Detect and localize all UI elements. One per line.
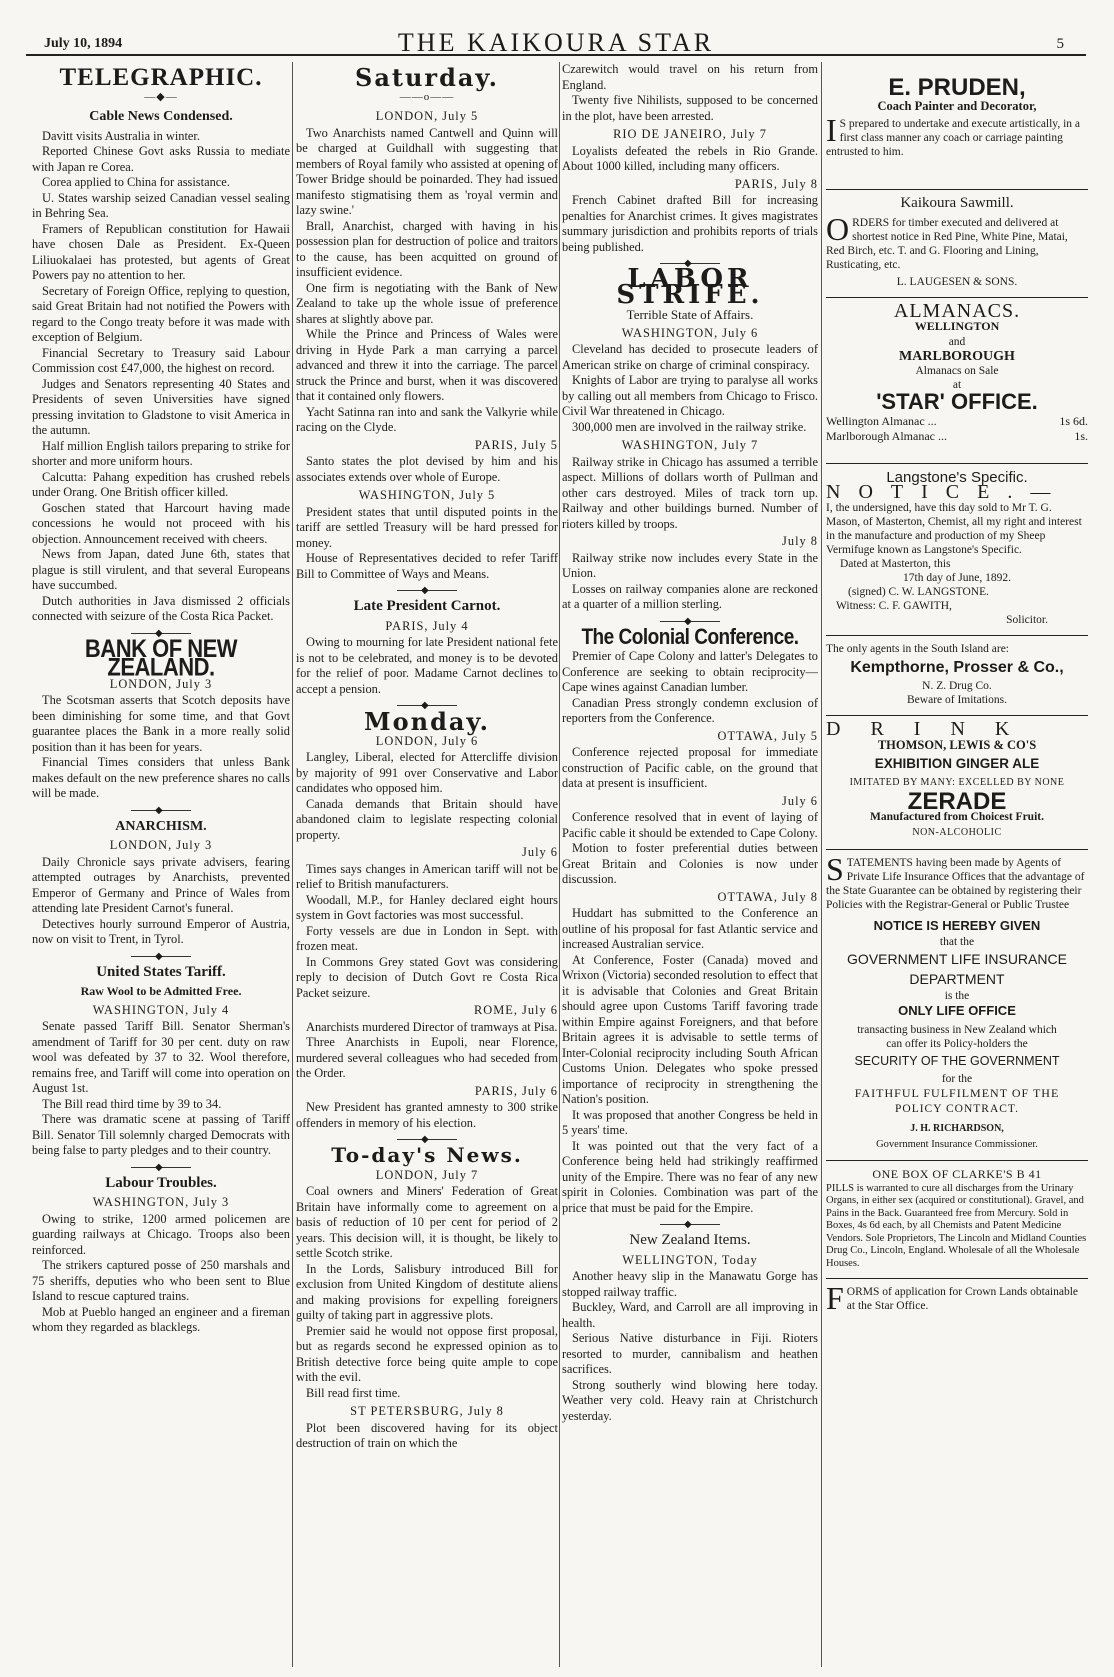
government-insurance-ad bbox=[826, 849, 1088, 1153]
policy-contract: POLICY CONTRACT. bbox=[895, 1102, 1019, 1115]
ginger-ale: EXHIBITION GINGER ALE bbox=[874, 756, 1040, 771]
issue-date: July 10, 1894 bbox=[44, 36, 123, 51]
dateline: WASHINGTON, July 3 bbox=[92, 1195, 230, 1209]
news-item: Buckley, Ward, and Carroll are all improving in health. bbox=[562, 1300, 818, 1330]
news-item: Huddart has submitted to the Conference an outline of his proposal for fast Atlantic service and increased Australian service. bbox=[562, 906, 818, 951]
agents-text: The only agents in the South Island are: bbox=[826, 642, 1010, 655]
anarchism-heading: ANARCHISM. bbox=[115, 818, 207, 834]
nz-drug-co: N. Z. Drug Co. bbox=[922, 680, 992, 692]
drink-word: DRINK bbox=[826, 718, 1040, 740]
news-item: Detectives hourly surround Emperor of Austria, now on visit to Trent, in Tyrol. bbox=[32, 916, 290, 946]
labour-heading: Labour Troubles. bbox=[105, 1174, 217, 1191]
star-office: 'STAR' OFFICE. bbox=[876, 389, 1038, 414]
cable-news bbox=[32, 129, 290, 625]
news-item: Framers of Republican constitution for Hawaii have chosen Dale as President. Ex-Queen Liliuokalaei has protested, but agents of Great Powers pay no attention to her. bbox=[32, 221, 290, 282]
news-item: Owing to strike, 1200 armed policemen are guarding railways at Chicago. Troops also been reinforced. bbox=[32, 1211, 290, 1257]
news-item: Senate passed Tariff Bill. Senator Sherman's amendment of Tariff for 30 per cent. duty on raw wool was defeated by 37 to 32. Wool therefore, remains free, and Tariff will come into operation on August 1st. bbox=[32, 1019, 290, 1095]
nz-items-heading: New Zealand Items. bbox=[629, 1232, 751, 1248]
almanacs-sale: Almanacs on Sale bbox=[915, 365, 999, 377]
news-item: Railway strike in Chicago has assumed a terrible aspect. Millions of dollars worth of Pullman and other cars destroyed. Miles of track torn up. Railway and other buildings burned. Number of rioters killed by troops. bbox=[562, 454, 818, 531]
security-line: SECURITY OF THE GOVERNMENT bbox=[854, 1053, 1060, 1068]
news-item: Reported Chinese Govt asks Russia to mediate with Japan re Corea. bbox=[32, 144, 290, 174]
news-item: Brall, Anarchist, charged with having in his possession plan for destruction of police and traitors to the cause, has been acquitted on ground of insufficient evidence. bbox=[296, 218, 558, 279]
imitated-line: IMITATED BY MANY: EXCELLED BY NONE bbox=[849, 776, 1065, 788]
sawmill-ad bbox=[826, 189, 1088, 289]
news-item: The Scotsman asserts that Scotch deposits have been diminishing for some time, and that Govt guarantee places the Bank in a more really solid position than it has been for years. bbox=[32, 693, 290, 754]
thomson-lewis: THOMSON, LEWIS & CO'S bbox=[877, 737, 1037, 752]
news-item: News from Japan, dated June 6th, states that plague is still virulent, and that several Europeans have succumbed. bbox=[32, 547, 290, 592]
cable-heading: Cable News Condensed. bbox=[89, 109, 233, 124]
news-item: Knights of Labor are trying to paralyse all works by calling out all members from Chicago to Frisco. Civil War threatened in Chicago. bbox=[562, 373, 818, 418]
news-item: House of Representatives decided to refer Tariff Bill to Committee of Ways and Means. bbox=[296, 551, 558, 581]
news-item: Strong southerly wind blowing here today. Weather very cold. Heavy rain at Christchurch yesterday. bbox=[562, 1377, 818, 1423]
column-rule bbox=[821, 62, 822, 1667]
dateline: OTTAWA, July 8 bbox=[717, 889, 818, 904]
price-label: Wellington Almanac ... bbox=[826, 413, 937, 428]
dateline: PARIS, July 5 bbox=[474, 437, 558, 452]
news-item: Financial Times considers that unless Bank makes default on the new preference shares no calls will be made. bbox=[32, 755, 290, 800]
news-item: Cleveland has decided to prosecute leaders of American strike on charge of criminal conspiracy. bbox=[562, 342, 818, 372]
zerade-subtitle: Manufactured from Choicest Fruit. bbox=[870, 810, 1044, 823]
news-item: Conference resolved that in event of laying of Pacific cable it should be extended to Cape Colony. bbox=[562, 810, 818, 840]
colonial-conference-heading: The Colonial Conference. bbox=[581, 624, 799, 650]
dateline: ROME, July 6 bbox=[474, 1003, 558, 1017]
government-life-department: GOVERNMENT LIFE INSURANCE DEPARTMENT bbox=[847, 951, 1067, 987]
tariff-subheading: Raw Wool to be Admitted Free. bbox=[80, 984, 242, 998]
agents-ad bbox=[826, 635, 1088, 708]
langstone-witness: Witness: C. F. GAWITH, bbox=[836, 599, 952, 612]
almanacs-at: at bbox=[952, 379, 962, 391]
news-item: While the Prince and Princess of Wales were driving in Hyde Park a man carrying a parcel advanced and threw it into the carriage. The parcel struck the Prince and burst, when it was discovered that it contained only flowers. bbox=[296, 327, 558, 403]
news-item: Conference rejected proposal for immediate construction of Pacific cable, on the ground that data at present is insufficient. bbox=[562, 745, 818, 790]
news-item: Judges and Senators representing 40 States and Presidents of seven Universities have signed pressing invitation to Gladstone to visit America in the autumn. bbox=[32, 376, 290, 437]
column-1 bbox=[32, 62, 290, 1667]
dateline: PARIS, July 6 bbox=[474, 1083, 558, 1098]
news-item: Yacht Satinna ran into and sank the Valkyrie while racing on the Clyde. bbox=[296, 404, 558, 434]
almanacs-and: and bbox=[948, 335, 966, 348]
price-line bbox=[826, 429, 1088, 445]
column-rule bbox=[292, 62, 293, 1667]
dateline: RIO DE JANEIRO, July 7 bbox=[613, 127, 767, 141]
separator bbox=[131, 1167, 191, 1168]
forms-text: FORMS of application for Crown Lands obtainable at the Star Office. bbox=[826, 1280, 1079, 1316]
labor-strife-heading: LABOR STRIFE. bbox=[616, 264, 764, 310]
pruden-text: IS prepared to undertake and execute artistically, in a first class manner any coach or carriage painting entrusted to him. bbox=[826, 112, 1080, 158]
that-the: that the bbox=[939, 936, 975, 948]
zerade-nonalcoholic: NON-ALCOHOLIC bbox=[912, 827, 1002, 838]
separator bbox=[660, 263, 720, 264]
news-item: Dutch authorities in Java dismissed 2 officials connected with seizure of the Costa Rica Packet. bbox=[32, 593, 290, 623]
news-item: Financial Secretary to Treasury said Labour Commission cost £47,000, the highest on record. bbox=[32, 345, 290, 375]
separator bbox=[397, 590, 457, 591]
notice-given: NOTICE IS HEREBY GIVEN bbox=[873, 917, 1041, 933]
is-the: is the bbox=[944, 990, 970, 1002]
news-item: Another heavy slip in the Manawatu Gorge has stopped railway traffic. bbox=[562, 1269, 818, 1299]
news-item: New President has granted amnesty to 300 strike offenders in memory of his election. bbox=[296, 1100, 558, 1130]
news-item: At Conference, Foster (Canada) moved and Wrixon (Victoria) seconded resolution to effect that it is advisable that Colonies and Great Britain should agree upon Customs Tariff favoring trade within Empire against Foreigners, and that before Britain agrees it is advisable to settle terms of Inter-Colonial reciprocity including South African Customs Union. Delegates who spoke pressed importance of reciprocity in strengthening the Nation's position. bbox=[562, 952, 818, 1106]
news-item: Coal owners and Miners' Federation of Great Britain have informally come to agreement on a basis of reduction of 10 per cent for period of 2 years. This decision will, it is thought, be likely to settle Scotch strike. bbox=[296, 1184, 558, 1260]
can-offer-line: can offer its Policy-holders the bbox=[886, 1037, 1028, 1050]
dateline: July 8 bbox=[782, 534, 818, 548]
dateline: PARIS, July 4 bbox=[385, 618, 469, 633]
newspaper-title: THE KAIKOURA STAR bbox=[397, 28, 715, 57]
kempthorne-name: Kempthorne, Prosser & Co., bbox=[850, 658, 1064, 676]
telegraphic-heading: TELEGRAPHIC. bbox=[59, 64, 263, 91]
almanacs-marlborough: MARLBOROUGH bbox=[899, 348, 1015, 364]
news-item: Santo states the plot devised by him and his associates extends over whole of Europe. bbox=[296, 454, 558, 484]
news-item: It was proposed that another Congress be held in 5 years' time. bbox=[562, 1107, 818, 1137]
news-item: Loyalists defeated the rebels in Rio Grande. About 1000 killed, including many officers. bbox=[562, 143, 818, 173]
news-item: In the Lords, Salisbury introduced Bill for exclusion from United Kingdom of destitute aliens and making provisions for expelling foreigners guilty of taking part in aggressive plots. bbox=[296, 1261, 558, 1322]
strife-subheading: Terrible State of Affairs. bbox=[626, 307, 754, 322]
news-item: Premier of Cape Colony and latter's Delegates to Conference are seeking to obtain reciprocity—Cape wines against Canadian lumber. bbox=[562, 649, 818, 694]
news-item: Plot been discovered having for its object destruction of train on which the bbox=[296, 1420, 558, 1450]
news-item: It was pointed out that the very fact of a Conference being held had strikingly reaffirmed unity of the Empire. There was no fear of any new spirit in Colonies. Combination was part of the price that must be paid for the Empire. bbox=[562, 1138, 818, 1215]
dateline: LONDON, July 5 bbox=[375, 109, 479, 123]
dateline: July 6 bbox=[782, 793, 818, 808]
column-2 bbox=[296, 62, 558, 1667]
bank-heading: BANK OF NEW ZEALAND. bbox=[84, 633, 238, 680]
for-the: for the bbox=[941, 1073, 973, 1085]
dateline: LONDON, July 3 bbox=[109, 838, 213, 852]
todays-news-heading: To-day's News. bbox=[331, 1143, 523, 1167]
news-item: Anarchists murdered Director of tramways at Pisa. bbox=[306, 1019, 558, 1034]
tariff-heading: United States Tariff. bbox=[96, 963, 226, 980]
monday-heading: Monday. bbox=[364, 707, 490, 736]
sawmill-heading: Kaikoura Sawmill. bbox=[900, 195, 1014, 211]
carnot-heading: Late President Carnot. bbox=[353, 598, 501, 614]
separator bbox=[397, 1139, 457, 1140]
price-value: 1s 6d. bbox=[1059, 413, 1088, 428]
price-label: Marlborough Almanac ... bbox=[826, 429, 947, 443]
column-3 bbox=[562, 62, 818, 1667]
news-item: Davitt visits Australia in winter. bbox=[42, 128, 200, 143]
dateline: ST PETERSBURG, July 8 bbox=[350, 1404, 504, 1418]
dateline: WASHINGTON, July 4 bbox=[92, 1002, 230, 1017]
news-item: There was dramatic scene at passing of Tariff Bill. Senator Till solemnly charged Democrats with being false to party pledges and to their country. bbox=[32, 1112, 290, 1157]
news-item: Corea applied to China for assistance. bbox=[42, 175, 230, 189]
richardson-name: J. H. RICHARDSON, bbox=[910, 1123, 1004, 1134]
column-rule bbox=[559, 62, 560, 1667]
dateline: LONDON, July 7 bbox=[375, 1167, 479, 1182]
statements-text: STATEMENTS having been made by Agents of Private Life Insurance Offices that the advantage of the State Guarantee can be obtained by registering their Policies with the Registrar-General or Public Trustee bbox=[826, 850, 1085, 911]
news-item: Canadian Press strongly condemn exclusion of reporters from the Conference. bbox=[562, 695, 818, 725]
separator bbox=[131, 956, 191, 957]
news-item: One firm is negotiating with the Bank of New Zealand to take up the whole issue of preference shares at slightly above par. bbox=[296, 280, 558, 326]
dateline: WASHINGTON, July 5 bbox=[358, 488, 496, 502]
news-item: Calcutta: Pahang expedition has crushed rebels under Orang. One British officer killed. bbox=[32, 469, 290, 499]
almanacs-wellington: WELLINGTON bbox=[914, 319, 1000, 333]
sawmill-text: ORDERS for timber executed and delivered at shortest notice in Red Pine, White Pine, Matai, Red Birch, etc. T. and G. Flooring and Lining, Rusticating, etc. bbox=[826, 210, 1068, 271]
langstone-heading: Langstone's Specific. bbox=[886, 468, 1028, 486]
news-item: U. States warship seized Canadian vessel sealing in Behring Sea. bbox=[32, 190, 290, 220]
pruden-name: E. PRUDEN, bbox=[888, 74, 1026, 101]
page-number: 5 bbox=[1056, 36, 1064, 52]
dateline: July 6 bbox=[522, 845, 558, 859]
pruden-ad bbox=[826, 74, 1088, 159]
news-item: Three Anarchists in Eupoli, near Florence, murdered several colleagues who had seceded from the Order. bbox=[296, 1035, 558, 1080]
news-item: 300,000 men are involved in the railway strike. bbox=[572, 419, 807, 434]
clarkes-pills-ad bbox=[826, 1160, 1088, 1270]
langstone-ad bbox=[826, 463, 1088, 627]
news-item: Goschen stated that Harcourt having made concessions he would not proceed with his objection. Announcement received with cheers. bbox=[32, 500, 290, 546]
separator bbox=[660, 1224, 720, 1225]
news-item: Twenty five Nihilists, supposed to be concerned in the plot, have been arrested. bbox=[562, 93, 818, 123]
ornament: —◆— bbox=[144, 90, 178, 103]
only-life-office: ONLY LIFE OFFICE bbox=[898, 1003, 1016, 1018]
dateline: OTTAWA, July 5 bbox=[717, 728, 818, 743]
column-4-advertisements bbox=[826, 62, 1088, 1667]
dateline: LONDON, July 6 bbox=[375, 733, 479, 748]
pruden-title: Coach Painter and Decorator, bbox=[877, 98, 1037, 113]
zerade-name: ZERADE bbox=[907, 788, 1007, 815]
news-item: Premier said he would not oppose first proposal, but as regards second he expressed opinion as to British detective force being quite ample to cope with the evil. bbox=[296, 1323, 558, 1384]
news-item: Times says changes in American tariff will not be relief to British manufacturers. bbox=[296, 861, 558, 891]
clarke-heading: ONE BOX OF CLARKE'S B 41 bbox=[872, 1167, 1042, 1181]
news-item: Losses on railway companies alone are reckoned at a quarter of a million sterling. bbox=[562, 581, 818, 611]
dateline: WELLINGTON, Today bbox=[622, 1252, 758, 1267]
news-item: President states that until disputed points in the tariff are settled Treasury will be hard pressed for money. bbox=[296, 504, 558, 550]
news-item: Mob at Pueblo hanged an engineer and a fireman whom they regarded as blacklegs. bbox=[32, 1304, 290, 1334]
langstone-solicitor: Solicitor. bbox=[1006, 613, 1048, 626]
news-item: Motion to foster preferential duties between Great Britain and Colonies is now under discussion. bbox=[562, 841, 818, 886]
saturday-heading: Saturday. bbox=[355, 63, 499, 92]
masthead bbox=[26, 10, 1086, 56]
almanacs-heading: ALMANACS. bbox=[893, 299, 1021, 322]
almanacs-ad bbox=[826, 297, 1088, 445]
news-item: Half million English tailors preparing to strike for shorter and more uniform hours. bbox=[32, 438, 290, 468]
faithful-line: FAITHFUL FULFILMENT OF THE bbox=[854, 1086, 1060, 1100]
langstone-dated: Dated at Masterton, this bbox=[840, 557, 951, 570]
news-item: Bill read first time. bbox=[306, 1385, 401, 1400]
news-item: Woodall, M.P., for Hanley declared eight hours system in Govt factories was most successful. bbox=[296, 892, 558, 922]
news-item: The strikers captured posse of 250 marshals and 75 sheriffs, deputies who who been sent to Blue Island to rescue captured trains. bbox=[32, 1258, 290, 1303]
news-item: Czarewitch would travel on his return from England. bbox=[562, 62, 818, 92]
beware-imitations: Beware of Imitations. bbox=[907, 694, 1007, 706]
news-item: Owing to mourning for late President national fete is not to be celebrated, and money is to be devoted for the relief of poor. Madame Carnot declines to accept a pension. bbox=[296, 635, 558, 696]
dateline: LONDON, July 3 bbox=[109, 676, 213, 691]
news-item: In Commons Grey stated Govt was considering reply to decision of Dutch Govt re Costa Rica Packet seizure. bbox=[296, 954, 558, 1000]
sawmill-signature: L. LAUGESEN & SONS. bbox=[896, 275, 1018, 288]
news-item: Daily Chronicle says private advisers, fearing attempted outrages by Anarchists, prevented Emperor of Germany and Prince of Wales from attending late President Carnot's funeral. bbox=[32, 854, 290, 915]
price-value: 1s. bbox=[1074, 429, 1088, 443]
news-item: Langley, Liberal, elected for Attercliffe division by majority of 991 over Conservative and Labor candidates who opposed him. bbox=[296, 750, 558, 795]
separator bbox=[397, 705, 457, 706]
ginger-ale-ad bbox=[826, 715, 1088, 841]
notice-word: NOTICE.— bbox=[826, 481, 1069, 503]
news-item: Railway strike now includes every State in the Union. bbox=[562, 550, 818, 580]
transacting-line: transacting business in New Zealand which bbox=[857, 1023, 1057, 1036]
price-line bbox=[826, 414, 1088, 430]
separator bbox=[131, 810, 191, 811]
dateline: PARIS, July 8 bbox=[734, 176, 818, 191]
langstone-text: I, the undersigned, have this day sold to Mr T. G. Mason, of Masterton, Chemist, all my right and interest in the manufacture and production of my Sheep Vermifuge known as Langstone's Specific. bbox=[826, 501, 1082, 556]
ornament: ——o—— bbox=[399, 90, 455, 103]
news-item: French Cabinet drafted Bill for increasing penalties for Anarchist crimes. It gives magistrates summary jurisdiction and prohibits reports of trials being published. bbox=[562, 193, 818, 254]
langstone-signed: (signed) C. W. LANGSTONE. bbox=[848, 585, 989, 598]
dateline: WASHINGTON, July 6 bbox=[621, 325, 759, 340]
news-item: Canada demands that Britain should have abandoned claim to legislate respecting colonial property. bbox=[296, 796, 558, 842]
commissioner-title: Government Insurance Commissioner. bbox=[876, 1138, 1038, 1150]
crown-lands-forms-ad bbox=[826, 1278, 1088, 1316]
news-item: Serious Native disturbance in Fiji. Rioters resorted to murder, cannibalism and heathen sacrifices. bbox=[562, 1331, 818, 1376]
separator bbox=[660, 621, 720, 622]
langstone-date: 17th day of June, 1892. bbox=[903, 571, 1011, 584]
news-item: Forty vessels are due in London in Sept. with frozen meat. bbox=[296, 923, 558, 953]
news-item: Secretary of Foreign Office, replying to question, said Great Britain had not notified the Powers with regard to the Congo treaty before it was made with exception of Belgium. bbox=[32, 283, 290, 344]
clarke-text: PILLS is warranted to cure all discharges from the Urinary Organs, in either sex (acquired or constitutional). Gravel, and Pains in the Back. Guaranteed free from Mercury. Sold in Boxes, 4s 6d each, by all Chemists and Patent Medicine Vendors. Sole Proprietors, The Lincoln and Midland Counties Drug Co., Lincoln, England. Wholesale of all the Wholesale Houses. bbox=[826, 1182, 1087, 1269]
news-item: The Bill read third time by 39 to 34. bbox=[42, 1096, 222, 1111]
news-item: Two Anarchists named Cantwell and Quinn will be charged at Guildhall with suggesting that members of Royal family who assisted at opening of Tower Bridge should be poinarded. They had issued manifesto stigmatising them as 'royal vermin and lazy swine.' bbox=[296, 125, 558, 217]
dateline: WASHINGTON, July 7 bbox=[621, 438, 759, 452]
